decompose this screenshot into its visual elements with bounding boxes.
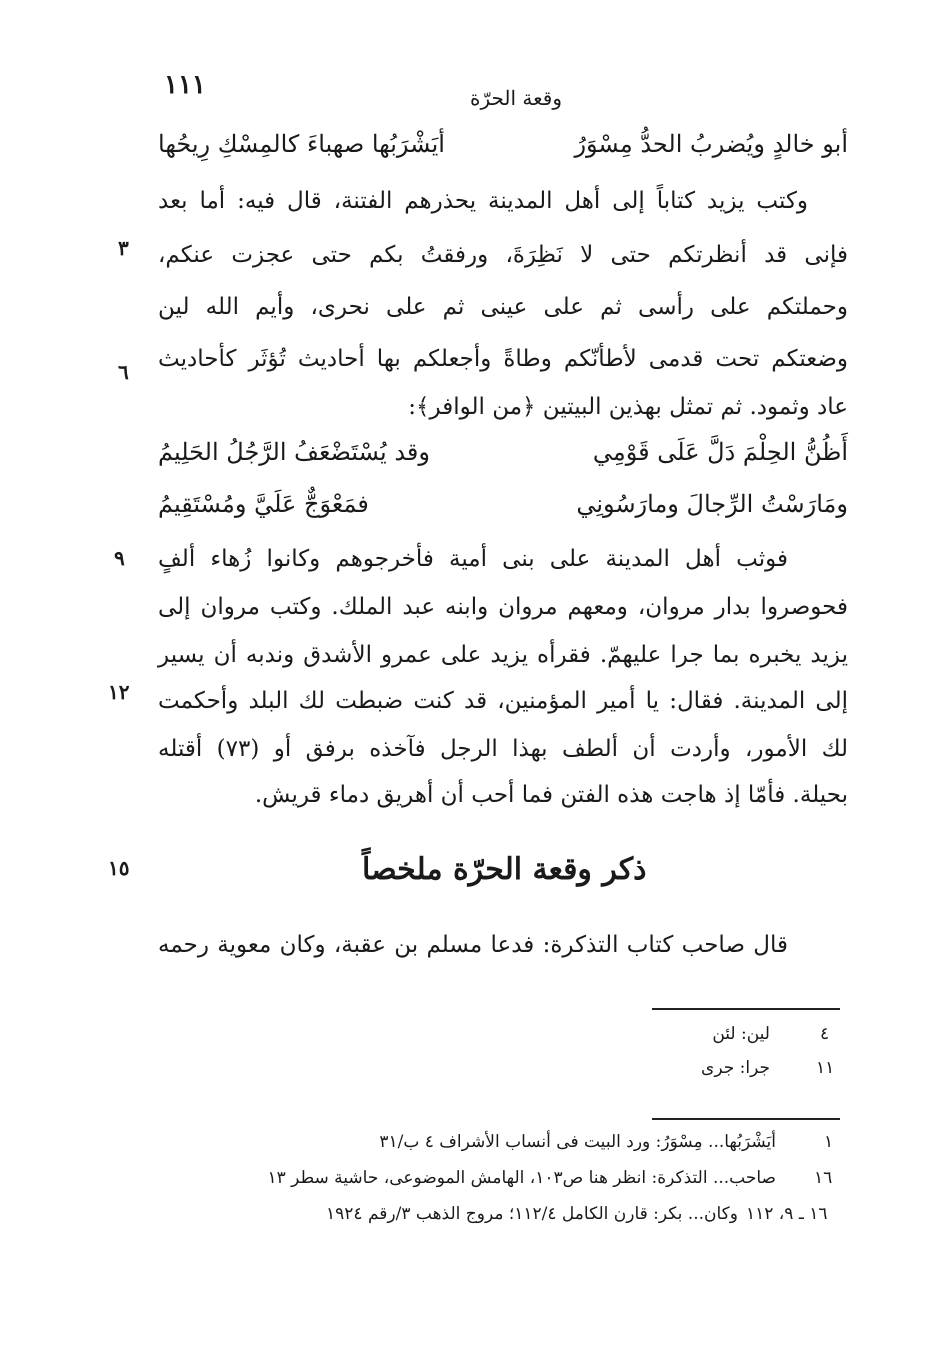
text-line: وحملتكم على رأسى ثم على عينى ثم على نحرى، وأيم الله لين <box>158 294 848 320</box>
verse-hemistich-left: وقد يُسْتَضْعَفُ الرَّجُلُ الحَلِيمُ <box>158 438 430 466</box>
apparatus-line-number: ١ <box>824 1132 834 1152</box>
text-line: فإنى قد أنظرتكم حتى لا نَظِرَةَ، ورفقتُ بكم حتى عجزت عنكم، <box>158 242 848 268</box>
verse-line <box>158 490 848 530</box>
apparatus-rule <box>652 1008 840 1010</box>
text-line: لك الأمور، وأردت أن ألطف بهذا الرجل فآخذه برفق أو (٧٣) أقتله <box>158 736 848 762</box>
page-number: ١١١ <box>164 70 206 100</box>
margin-line-number: ٩ <box>114 546 125 570</box>
verse-hemistich-right: أَظُنُّ الحِلْمَ دَلَّ عَلَى قَوْمِي <box>592 438 848 466</box>
text-line: إلى المدينة. فقال: يا أمير المؤمنين، قد كنت ضبطت لك البلد وأحكمت <box>158 688 848 714</box>
apparatus-note: وكان... بكر: قارن الكامل ١١٢/٤؛ مروج الذهب ٣/رقم ١٩٢٤ <box>326 1204 738 1224</box>
section-heading: ذكر وقعة الحرّة ملخصاً <box>362 852 647 887</box>
apparatus-line-number: ١١ <box>816 1058 835 1078</box>
apparatus-rule <box>652 1118 840 1120</box>
verse-hemistich-right: أبو خالدٍ ويُضربُ الحدُّ مِسْوَرُ <box>574 130 848 158</box>
verse-line <box>158 130 848 170</box>
apparatus-line-number: ٤ <box>820 1024 830 1044</box>
verse-hemistich-left: فمَعْوَجٌّ عَلَيَّ ومُسْتَقِيمُ <box>158 490 369 518</box>
apparatus-line-number: ١٦ ـ ٩، ١١٢ <box>746 1204 828 1224</box>
verse-hemistich-right: ومَارَسْتُ الرِّجالَ ومارَسُونِي <box>576 490 848 518</box>
apparatus-note: أيَشْرَبُها... مِسْوَرُ: ورد البيت فى أنساب الأشراف ٤ ب/٣١ <box>379 1132 776 1152</box>
apparatus-note: صاحب... التذكرة: انظر هنا ص١٠٣، الهامش الموضوعى، حاشية سطر ١٣ <box>267 1168 776 1188</box>
text-line: عاد وثمود. ثم تمثل بهذين البيتين ﴿من الوافر﴾: <box>408 394 848 420</box>
margin-line-number: ١٢ <box>108 680 130 704</box>
margin-line-number: ٦ <box>118 360 129 384</box>
verse-line <box>158 438 848 478</box>
text-line: وضعتكم تحت قدمى لأطأنّكم وطاةً وأجعلكم بها أحاديث تُؤثَر كأحاديث <box>158 346 848 372</box>
margin-line-number: ٣ <box>118 236 129 260</box>
text-line: بحيلة. فأمّا إذ هاجت هذه الفتن فما أحب أن أهريق دماء قريش. <box>254 782 848 808</box>
running-header: وقعة الحرّة <box>470 86 563 110</box>
apparatus-note: لين: لئن <box>712 1024 770 1044</box>
text-line: فوثب أهل المدينة على بنى أمية فأخرجوهم وكانوا زُهاء ألفٍ <box>158 546 788 572</box>
margin-line-number: ١٥ <box>108 856 130 880</box>
apparatus-line-number: ١٦ <box>814 1168 833 1188</box>
verse-hemistich-left: أيَشْرَبُها صهباءَ كالمِسْكِ رِيحُها <box>158 130 445 158</box>
apparatus-note: جرا: جرى <box>701 1058 770 1078</box>
text-line: وكتب يزيد كتاباً إلى أهل المدينة يحذرهم الفتنة، قال فيه: أما بعد <box>158 188 808 214</box>
text-line: قال صاحب كتاب التذكرة: فدعا مسلم بن عقبة، وكان معوية رحمه <box>158 932 788 958</box>
text-line: فحوصروا بدار مروان، ومعهم مروان وابنه عبد الملك. وكتب مروان إلى <box>158 594 848 620</box>
text-line: يزيد يخبره بما جرا عليهمّ. فقرأه يزيد على عمرو الأشدق وندبه أن يسير <box>158 642 848 668</box>
